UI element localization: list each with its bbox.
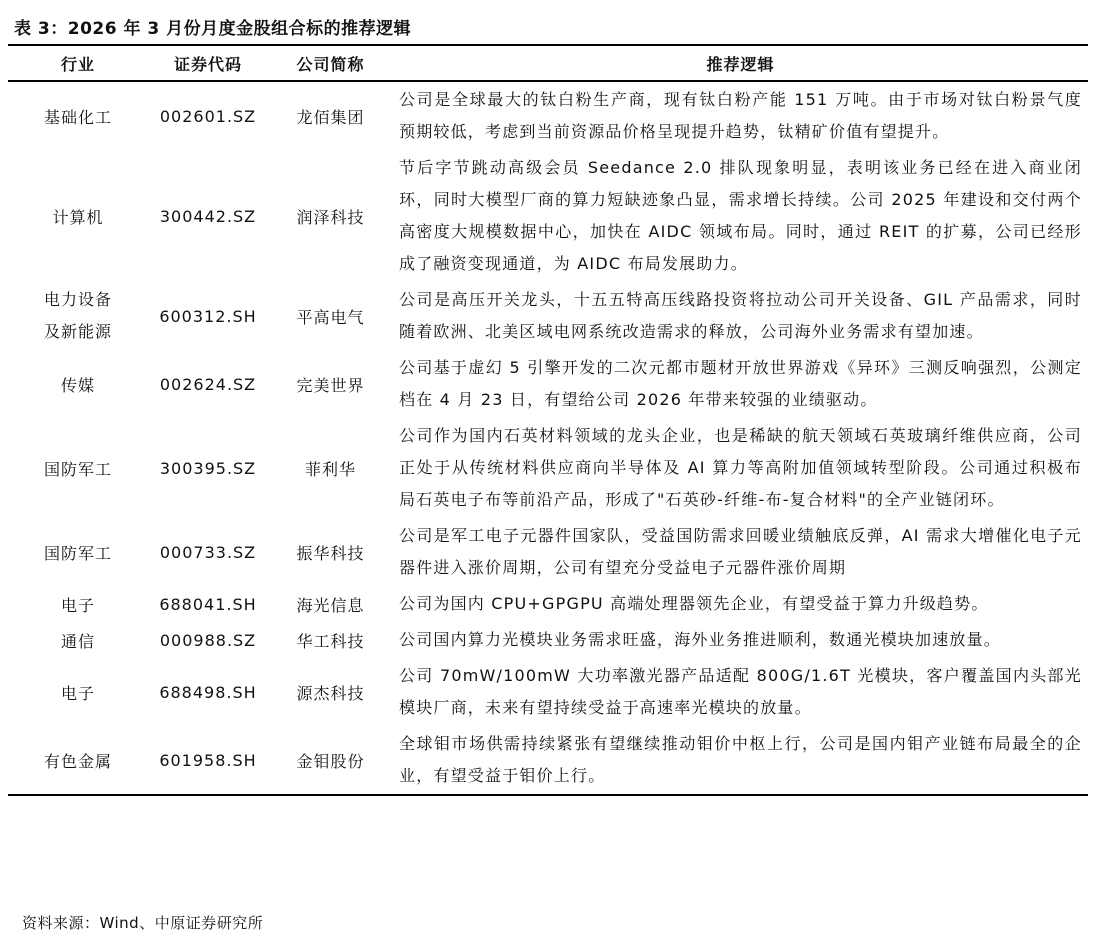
stock-table <box>8 44 1088 796</box>
cell-name: 平高电气 <box>296 307 365 327</box>
cell-industry: 有色金属 <box>43 751 112 771</box>
table-title: 表 3：2026 年 3 月份月度金股组合标的推荐逻辑 <box>14 19 412 39</box>
table-row <box>8 150 1088 282</box>
header-industry: 行业 <box>60 54 95 74</box>
cell-name: 华工科技 <box>296 631 365 651</box>
header-code: 证券代码 <box>173 54 242 74</box>
cell-name: 龙佰集团 <box>296 107 365 127</box>
table-row <box>8 418 1088 518</box>
cell-industry <box>8 282 148 350</box>
cell-logic: 全球钼市场供需持续紧张有望继续推动钼价中枢上行，公司是国内钼产业链布局最全的企业，有望受益于钼价上行。 <box>399 734 1082 785</box>
industry-line: 及新能源 <box>43 322 112 341</box>
table-row <box>8 622 1088 658</box>
cell-industry: 电子 <box>60 595 95 615</box>
table-row <box>8 282 1088 350</box>
table-row <box>8 350 1088 418</box>
table-row <box>8 658 1088 726</box>
cell-name: 完美世界 <box>296 375 365 395</box>
cell-code: 688041.SH <box>159 594 257 614</box>
cell-name: 源杰科技 <box>296 683 365 703</box>
cell-name: 金钼股份 <box>296 751 365 771</box>
cell-code: 002624.SZ <box>159 374 257 394</box>
cell-industry: 国防军工 <box>43 459 112 479</box>
cell-code: 000988.SZ <box>159 630 257 650</box>
cell-logic: 公司 70mW/100mW 大功率激光器产品适配 800G/1.6T 光模块，客户覆盖国内头部光模块厂商，未来有望持续受益于高速率光模块的放量。 <box>399 666 1082 717</box>
cell-industry: 基础化工 <box>43 107 112 127</box>
cell-code: 601958.SH <box>159 750 257 770</box>
cell-logic: 公司是全球最大的钛白粉生产商，现有钛白粉产能 151 万吨。由于市场对钛白粉景气度预期较低，考虑到当前资源品价格呈现提升趋势，钛精矿价值有望提升。 <box>399 90 1082 141</box>
cell-code: 002601.SZ <box>159 106 257 126</box>
cell-name: 菲利华 <box>304 459 356 479</box>
cell-name: 海光信息 <box>296 595 365 615</box>
cell-industry: 电子 <box>60 683 95 703</box>
cell-industry: 通信 <box>60 631 95 651</box>
cell-code: 600312.SH <box>159 306 257 326</box>
source-note: 资料来源：Wind、中原证券研究所 <box>22 914 264 932</box>
header-name: 公司简称 <box>296 54 365 74</box>
industry-line: 电力设备 <box>43 290 112 309</box>
header-logic: 推荐逻辑 <box>706 54 775 74</box>
cell-logic: 公司基于虚幻 5 引擎开发的二次元都市题材开放世界游戏《异环》三测反响强烈，公测定档在 4 月 23 日，有望给公司 2026 年带来较强的业绩驱动。 <box>399 358 1082 409</box>
cell-code: 300442.SZ <box>159 206 257 226</box>
cell-logic: 节后字节跳动高级会员 Seedance 2.0 排队现象明显，表明该业务已经在进入商业闭环，同时大模型厂商的算力短缺迹象凸显，需求增长持续。公司 2025 年建设和交付两个高密度大规模数据中心，加快在 AIDC 领域布局。同时，通过 REIT 的扩募，公司已经形成了融资变现通道，为 AIDC 布局发展助力。 <box>399 158 1082 273</box>
cell-code: 000733.SZ <box>159 542 257 562</box>
table-row <box>8 518 1088 586</box>
cell-logic: 公司是军工电子元器件国家队，受益国防需求回暖业绩触底反弹，AI 需求大增催化电子元器件进入涨价周期，公司有望充分受益电子元器件涨价周期 <box>399 526 1082 577</box>
cell-logic: 公司为国内 CPU+GPGPU 高端处理器领先企业，有望受益于算力升级趋势。 <box>399 594 989 613</box>
cell-code: 300395.SZ <box>159 458 257 478</box>
cell-logic: 公司国内算力光模块业务需求旺盛，海外业务推进顺利，数通光模块加速放量。 <box>399 630 1002 649</box>
cell-industry: 计算机 <box>52 207 104 227</box>
cell-name: 润泽科技 <box>296 207 365 227</box>
cell-logic: 公司作为国内石英材料领域的龙头企业，也是稀缺的航天领域石英玻璃纤维供应商，公司正处于从传统材料供应商向半导体及 AI 算力等高附加值领域转型阶段。公司通过积极布局石英电子布等前沿产品，形成了"石英砂-纤维-布-复合材料"的全产业链闭环。 <box>399 426 1082 509</box>
cell-name: 振华科技 <box>296 543 365 563</box>
cell-code: 688498.SH <box>159 682 257 702</box>
table-row <box>8 726 1088 795</box>
cell-industry: 传媒 <box>60 375 95 395</box>
cell-industry: 国防军工 <box>43 543 112 563</box>
table-row <box>8 586 1088 622</box>
table-header-row <box>8 45 1088 81</box>
cell-logic: 公司是高压开关龙头，十五五特高压线路投资将拉动公司开关设备、GIL 产品需求，同时随着欧洲、北美区域电网系统改造需求的释放，公司海外业务需求有望加速。 <box>399 290 1082 341</box>
table-row <box>8 81 1088 150</box>
